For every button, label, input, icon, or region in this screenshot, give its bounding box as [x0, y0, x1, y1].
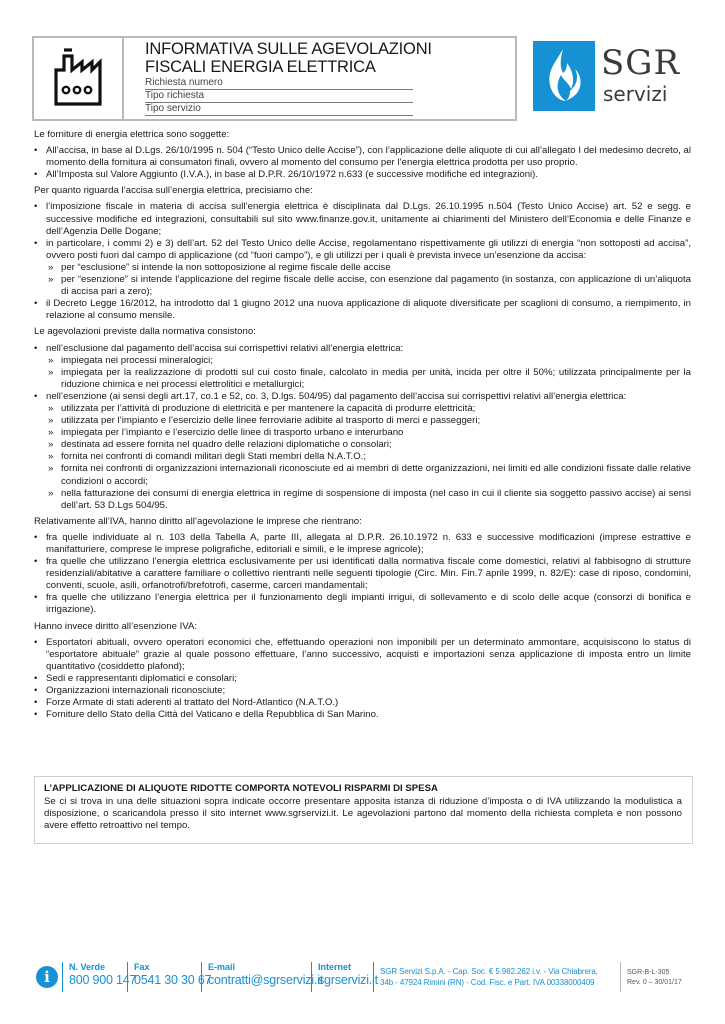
list-item: • Organizzazioni internazionali riconosciute;: [34, 685, 691, 697]
sub-list-item: » per “esclusione” si intende la non sottoposizione al regime fiscale delle accise: [34, 262, 691, 274]
list-item: • nell’esclusione dal pagamento dell’accisa sui corrispettivi relativi all’energia elettrica:: [34, 343, 691, 355]
fax-label: Fax: [134, 962, 150, 972]
company-line-2: 34b - 47924 Rimini (RN) - Cod. Fisc. e Part. IVA 00338000409: [380, 978, 595, 987]
list-item: • nell’esenzione (ai sensi degli art.17, co.1 e 52, co. 3, D.lgs. 504/95) dal pagamento dell’accisa sui corrispettivi relativi all’energia elettrica:: [34, 391, 691, 403]
page-title: [145, 40, 475, 76]
section-intro: Le forniture di energia elettrica sono soggette:: [34, 129, 230, 140]
sub-list-item: » nella fatturazione dei consumi di energia elettrica in regime di sospensione di imposta (nel caso in cui il cliente sia soggetto passivo accise) ai sensi dell’art. 53 D.Lgs 504/95.: [34, 488, 691, 512]
list-item: • Sedi e rappresentanti diplomatici e consolari;: [34, 673, 691, 685]
title-line-2: FISCALI ENERGIA ELETTRICA: [145, 58, 376, 76]
footer-internet: [311, 962, 378, 992]
savings-notice-box: [34, 776, 693, 844]
website-link[interactable]: sgrservizi.it: [318, 973, 378, 987]
doc-code: SGR-B-L-305: [627, 969, 670, 976]
notice-text: Se ci si trova in una delle situazioni sopra indicate occorre presentare apposita istanza di riduzione d’imposta o di IVA utilizzando la modulistica a disposizione, o scaricandola presso il sito internet www.sgrservizi.it. Le agevolazioni partono dal momento della richiesta completa e non possono avere effetto retroattivo nel tempo.: [44, 796, 682, 832]
list-item: • Forze Armate di stati aderenti al trattato del Nord-Atlantico (N.A.T.O.): [34, 697, 691, 709]
list-item: • fra quelle che utilizzano l’energia elettrica esclusivamente per usi identificati dalla normativa fiscale come domestici, relativi al fabbisogno di strutture residenziali/abitative a carattere familiare o collettivo rientranti nelle seguenti tipologie (Circ. Min. Fin.7 aprile 1999, n. 82/E): case di riposo, condomini, conventi, scuole, asili, orfanotrofi/brefotrofi, caserme, carceri mandamentali;: [34, 556, 691, 592]
bullet-list: [34, 145, 691, 181]
footer-company-info: [373, 962, 598, 992]
flame-logo-icon: [533, 41, 595, 111]
factory-icon: [50, 46, 106, 108]
sub-list-item: » fornita nei confronti di organizzazioni internazionali riconosciute ed ai membri di dette organizzazioni, nei limiti ed alle condizioni fissate dalle relative condizioni o accordi;: [34, 463, 691, 487]
list-item: • l’imposizione fiscale in materia di accisa sull’energia elettrica è disciplinata dal D.Lgs. 26.10.1995 n.504 (Testo Unico Accise) art. 52 e segg. e successive modifiche ed integrazioni, consultabili sul sito www.finanze.gov.it, unitamente ai chiarimenti del Ministero dell’Economia e delle Finanze e dell’Agenzia Delle Dogane;: [34, 201, 691, 237]
section-intro: Hanno invece diritto all’esenzione IVA:: [34, 620, 198, 632]
bullet-list: [34, 201, 691, 322]
sub-list-item: » destinata ad essere fornita nel quadro delle relazioni diplomatiche o consolari;: [34, 439, 691, 451]
footer-numero-verde: [62, 962, 136, 992]
sgr-logo: [533, 41, 693, 111]
list-item: • All’accisa, in base al D.Lgs. 26/10/1995 n. 504 (“Testo Unico delle Accise”), con l’applicazione delle aliquote di cui all’allegato I del medesimo decreto, al momento della fornitura ai consumatori finali, ovvero al momento del consumo per l’energia elettrica prodotta per uso proprio.: [34, 145, 691, 169]
email-label: E-mail: [208, 962, 236, 972]
footer-fax: [127, 962, 211, 992]
numero-verde-label: N. Verde: [69, 962, 106, 972]
header-icon-box: [32, 36, 124, 121]
logo-sub-text: servizi: [603, 82, 668, 106]
sub-list-item: » impiegata per l’impianto e l’esercizio delle linee di trasporto urbano e interurbano: [34, 427, 691, 439]
company-line-1: SGR Servizi S.p.A. - Cap. Soc. € 5.982.262 i.v. - Via Chiabrera,: [380, 967, 598, 976]
info-icon: i: [36, 966, 58, 988]
list-item: • in particolare, i commi 2) e 3) dell’art. 52 del Testo Unico delle Accise, regolamentano rispettivamente gli utilizzi di energia “non sottoposti ad accisa”, ovvero posti fuori dal campo di applicazione (cd “fuori campo”), e gli utilizzi per i quali è prevista invece un’esenzione da accisa:: [34, 238, 691, 262]
sub-list-item: » per “esenzione” si intende l’applicazione del regime fiscale delle accise, con esenzione dal pagamento (in sostanza, con applicazione di un’aliquota di accisa pari a zero);: [34, 274, 691, 298]
sub-list-item: » impiegata nei processi mineralogici;: [34, 355, 691, 367]
list-item: • fra quelle che utilizzano l’energia elettrica per il funzionamento degli impianti irrigui, di sollevamento e di scolo delle acque (consorzi di bonifica e irrigazione).: [34, 592, 691, 616]
fax-value: 0541 30 30 67: [134, 973, 212, 987]
sub-list-item: » utilizzata per l’attività di produzione di elettricità e per mantenere la capacità di produrre elettricità;: [34, 403, 691, 415]
section-intro: Le agevolazioni previste dalla normativa consistono:: [34, 326, 256, 338]
logo-brand-text: SGR: [601, 43, 681, 83]
notice-title: L’APPLICAZIONE DI ALIQUOTE RIDOTTE COMPORTA NOTEVOLI RISPARMI DI SPESA: [44, 783, 438, 794]
field-richiesta-numero[interactable]: Richiesta numero: [145, 77, 413, 90]
bullet-list: [34, 637, 691, 722]
footer: [30, 962, 695, 994]
document-body: [34, 129, 691, 725]
internet-label: Internet: [318, 962, 352, 972]
sub-list-item: » impiegata per la realizzazione di prodotti sul cui costo finale, calcolato in media per unità, incida per oltre il 50%; utilizzata principalmente per la riduzione chimica e nei processi elettrolitici e metallurgici;: [34, 367, 691, 391]
list-item: • il Decreto Legge 16/2012, ha introdotto dal 1 giugno 2012 una nuova applicazione di aliquote diversificate per scaglioni di consumo, a riempimento, in relazione al consumo mensile.: [34, 298, 691, 322]
footer-doc-ref: [620, 962, 682, 992]
list-item: • fra quelle individuate al n. 103 della Tabella A, parte III, allegata al D.P.R. 26.10.1972 n. 633 e successive modificazioni (imprese estrattive e manifatturiere, comprese le imprese poligrafiche, editoriali e simili, e le imprese agricole);: [34, 532, 691, 556]
sub-list-item: » utilizzata per l’impianto e l’esercizio delle linee ferroviarie adibite al trasporto di merci e passeggeri;: [34, 415, 691, 427]
section-intro: Relativamente all’IVA, hanno diritto all’agevolazione le imprese che rientrano:: [34, 515, 362, 527]
sub-list-item: » fornita nei confronti di comandi militari degli Stati membri della N.A.T.O.;: [34, 451, 691, 463]
bullet-list: [34, 343, 691, 512]
list-item: • All’Imposta sul Valore Aggiunto (I.V.A.), in base al D.P.R. 26/10/1972 n.633 (e successive modifiche ed integrazioni).: [34, 169, 691, 181]
field-tipo-servizio[interactable]: Tipo servizio: [145, 103, 413, 116]
footer-email: [201, 962, 323, 992]
list-item: • Esportatori abituali, ovvero operatori economici che, effettuando operazioni non imponibili per un determinato ammontare, acquisiscono lo status di “esportatore abituale” grazie al quale possono effettuare, l’anno successivo, acquisti e importazioni senza applicazione di imposta entro un limite quantitativo (cosiddetto plafond);: [34, 637, 691, 673]
section-intro: Per quanto riguarda l’accisa sull’energia elettrica, precisiamo che:: [34, 185, 313, 197]
bullet-list: [34, 532, 691, 617]
list-item: • Forniture dello Stato della Città del Vaticano e della Repubblica di San Marino.: [34, 709, 691, 721]
field-tipo-richiesta[interactable]: Tipo richiesta: [145, 90, 413, 103]
title-line-1: INFORMATIVA SULLE AGEVOLAZIONI: [145, 40, 432, 58]
doc-revision: Rev. 0 – 30/01/17: [627, 979, 682, 986]
email-link[interactable]: contratti@sgrservizi.it: [208, 973, 324, 987]
numero-verde-value[interactable]: 800 900 147: [69, 973, 137, 987]
